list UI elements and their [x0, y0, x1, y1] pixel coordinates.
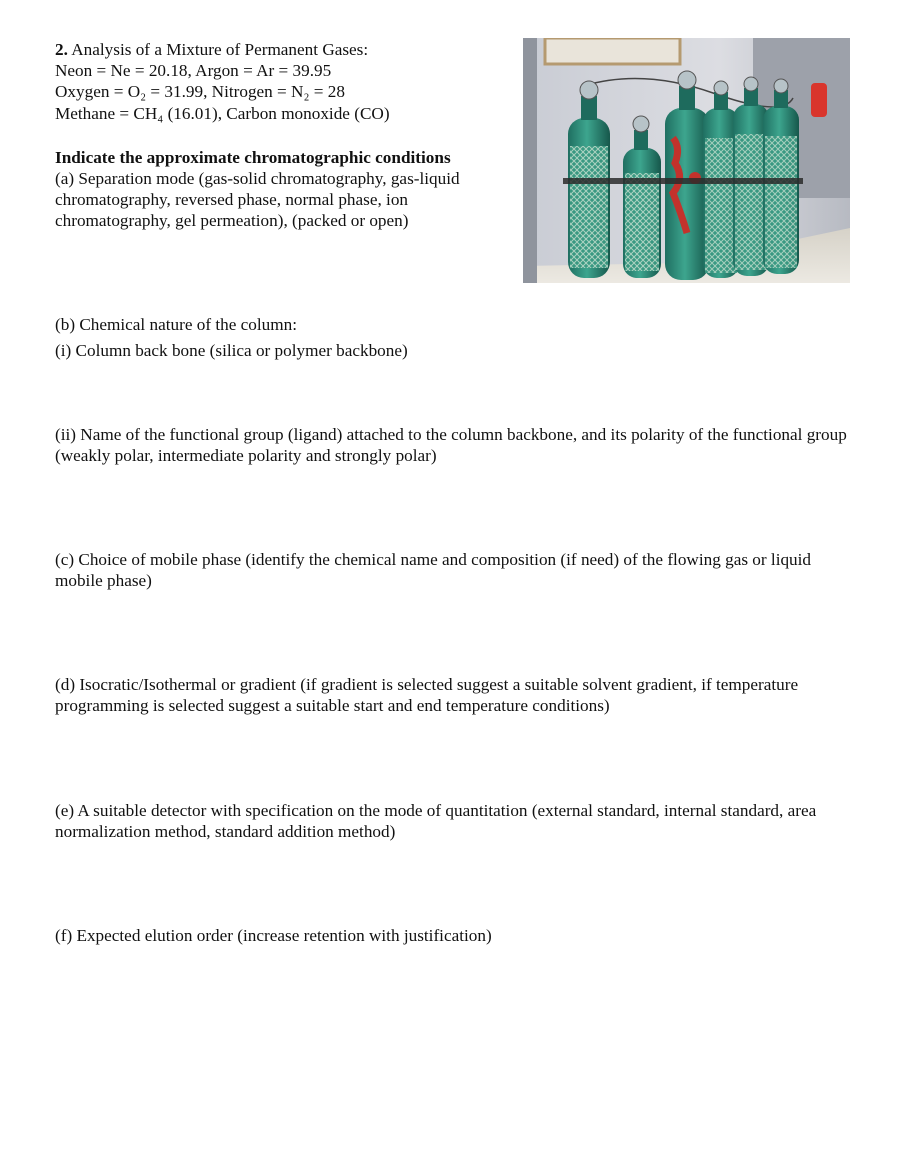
question-number: 2. — [55, 40, 68, 59]
gas-line-3: Methane = CH₄ (16.01), Carbon monoxide (CO) — [55, 104, 390, 123]
gas-line-2: Oxygen = O₂ = 31.99, Nitrogen = N₂ = 28 — [55, 82, 345, 101]
part-a-line-2: chromatography, reversed phase, normal phase, ion — [55, 190, 409, 209]
conditions-heading: Indicate the approximate chromatographic conditions — [55, 148, 451, 167]
part-f: (f) Expected elution order (increase retention with justification) — [55, 926, 492, 945]
gas-cylinders-photo — [523, 38, 850, 283]
part-a-line-1: (a) Separation mode (gas-solid chromatography, gas-liquid — [55, 169, 460, 188]
question-title-line — [55, 39, 368, 60]
part-d: (d) Isocratic/Isothermal or gradient (if gradient is selected suggest a suitable solvent gradient, if temperature programming is selected suggest a suitable start and end temperature conditions) — [55, 675, 799, 715]
part-e: (e) A suitable detector with specification on the mode of quantitation (external standard, internal standard, area normalization method, standard addition method) — [55, 801, 817, 841]
question-title: Analysis of a Mixture of Permanent Gases: — [71, 40, 369, 59]
part-a-line-3: chromatography, gel permeation), (packed or open) — [55, 211, 409, 230]
part-c: (c) Choice of mobile phase (identify the chemical name and composition (if need) of the flowing gas or liquid mobile phase) — [55, 550, 812, 590]
part-b: (b) Chemical nature of the column: — [55, 315, 297, 334]
gas-line-1: Neon = Ne = 20.18, Argon = Ar = 39.95 — [55, 61, 332, 80]
part-b-ii: (ii) Name of the functional group (ligand) attached to the column backbone, and its polarity of the functional group (weakly polar, intermediate polarity and strongly polar) — [55, 425, 847, 465]
part-b-i: (i) Column back bone (silica or polymer backbone) — [55, 341, 408, 360]
